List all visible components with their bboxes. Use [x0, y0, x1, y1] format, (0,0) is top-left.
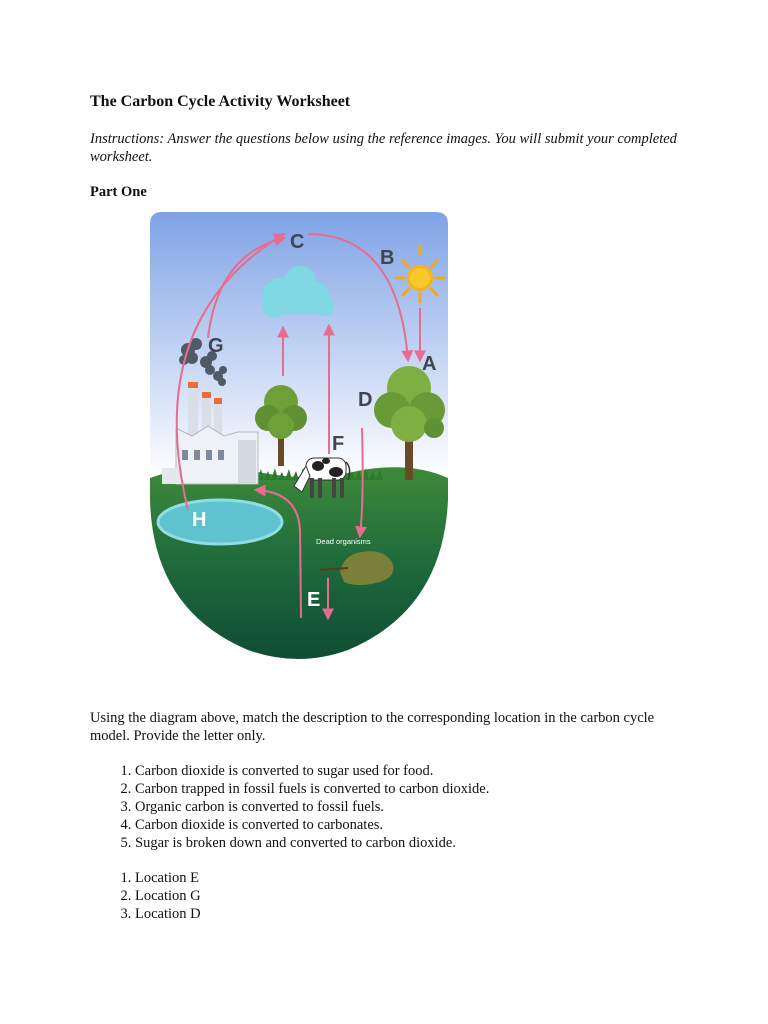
question-list	[90, 762, 489, 852]
part-one-heading: Part One	[90, 184, 147, 200]
label-d: D	[358, 389, 373, 411]
dead-organisms-label: Dead organisms	[316, 537, 371, 546]
question-item: 2. Carbon trapped in fossil fuels is converted to carbon dioxide.	[135, 780, 489, 798]
question-item: 3. Organic carbon is converted to fossil fuels.	[135, 798, 489, 816]
instructions-text: Instructions: Answer the questions below using the reference images. You will submit your completed worksheet.	[90, 131, 677, 165]
label-h: H	[192, 509, 207, 531]
location-item: 1. Location E	[135, 869, 201, 887]
label-f: F	[332, 433, 345, 455]
label-b: B	[380, 247, 395, 269]
location-list	[90, 869, 201, 923]
label-g: G	[208, 335, 224, 357]
question-item: 5. Sugar is broken down and converted to carbon dioxide.	[135, 834, 489, 852]
question-item: 1. Carbon dioxide is converted to sugar used for food.	[135, 762, 489, 780]
ground-bowl	[150, 467, 448, 659]
location-item: 3. Location D	[135, 905, 201, 923]
worksheet-title: The Carbon Cycle Activity Worksheet	[90, 93, 351, 110]
carbon-cycle-diagram	[148, 210, 450, 665]
label-c: C	[290, 231, 305, 253]
label-e: E	[307, 589, 321, 611]
question-item: 4. Carbon dioxide is converted to carbonates.	[135, 816, 489, 834]
matching-prompt: Using the diagram above, match the description to the corresponding location in the carbon cycle model. Provide the letter only.	[90, 710, 655, 744]
label-a: A	[422, 353, 437, 375]
pond	[158, 500, 282, 544]
location-item: 2. Location G	[135, 887, 201, 905]
